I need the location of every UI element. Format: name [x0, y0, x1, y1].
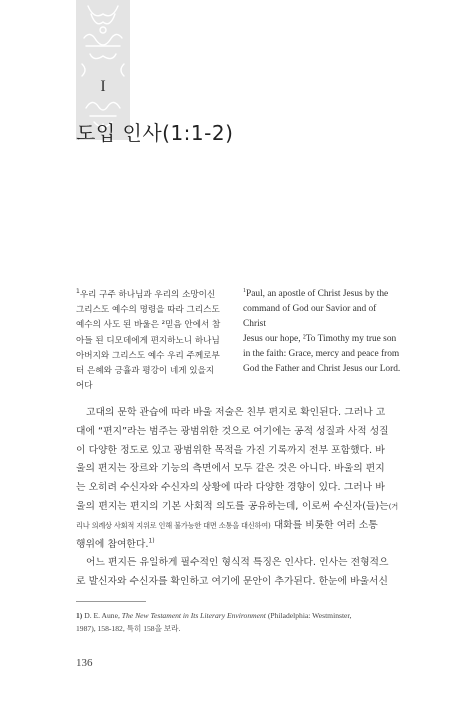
verse-english	[243, 287, 401, 377]
chapter-number: I	[100, 78, 106, 95]
verse-korean	[76, 288, 246, 394]
verse-number: 1	[76, 288, 80, 296]
paragraph-text: 고대의 문학 관습에 따라 바울 저술은 친부 편지로 확인된다. 그러나 고 대에 “편지”라는 범주는 광범위한 것으로 여기에는 공적 성질과 사적 성질 이 다양한 정도로 있고 광범위한 목적을 가진 기록까지 전부 포함했다. 바 울의 편지는 장르와 기능의 측면에서 모두 같은 것은 아니다. 바울의 편지 는 오히려 수신자와 수신자의 상황에 따라 다양한 경향이 있다. 그러나 바 울의 편지는 편지의 기본 사회적 의도를 공유하는데, 이로써 수신자(들)는	[76, 407, 389, 512]
verse-korean-text: 우리 구주 하나님과 우리의 소망이신 그리스도 예수의 명령을 따라 그리스도 예수의 사도 된 바울은 ²믿음 안에서 참 아들 된 디모데에게 편지하노니 하나님 아버지와 그리스도 예수 우리 주께로부 터 은혜와 긍휼과 평강이 네게 있을지 어다	[76, 290, 221, 392]
footnote-text: (Philadelphia: Westminster, 1987), 158-182, 특히 158을 보라.	[76, 611, 352, 633]
commentary-body	[76, 404, 398, 592]
footnote	[76, 610, 398, 635]
page-number: 136	[76, 657, 93, 669]
paragraph	[76, 404, 398, 554]
footnote-text: D. E. Aune,	[84, 611, 122, 620]
paragraph: 어느 편지든 유일하게 필수적인 형식적 특징은 인사다. 인사는 전형적으 로 발신자와 수신자를 확인하고 여기에 문안이 추가된다. 한눈에 바울서신	[76, 557, 389, 588]
footnote-marker: 1)	[76, 611, 83, 620]
paragraph-text: 대화를 비롯한 여러 소통 행위에 참여한다.	[76, 519, 378, 550]
chapter-title: 도입 인사(1:1-2)	[76, 121, 234, 145]
verse-english-text: Paul, an apostle of Christ Jesus by the command of God our Savior and of Christ Jesus our hope, ²To Timothy my true son in the faith: Grace, mercy and peace from God the Father and Christ Jesus our Lord.	[243, 289, 401, 374]
parenthetical-text: (거리나 의례상 사회적 지위로 인해 불가능한 대면 소통을 대신하여)	[76, 501, 398, 530]
footnote-ref[interactable]: 1)	[148, 537, 155, 545]
footnote-divider	[76, 601, 146, 602]
footnote-book-title: The New Testament in Its Literary Environment	[121, 611, 266, 620]
verse-number: 1	[243, 287, 246, 294]
